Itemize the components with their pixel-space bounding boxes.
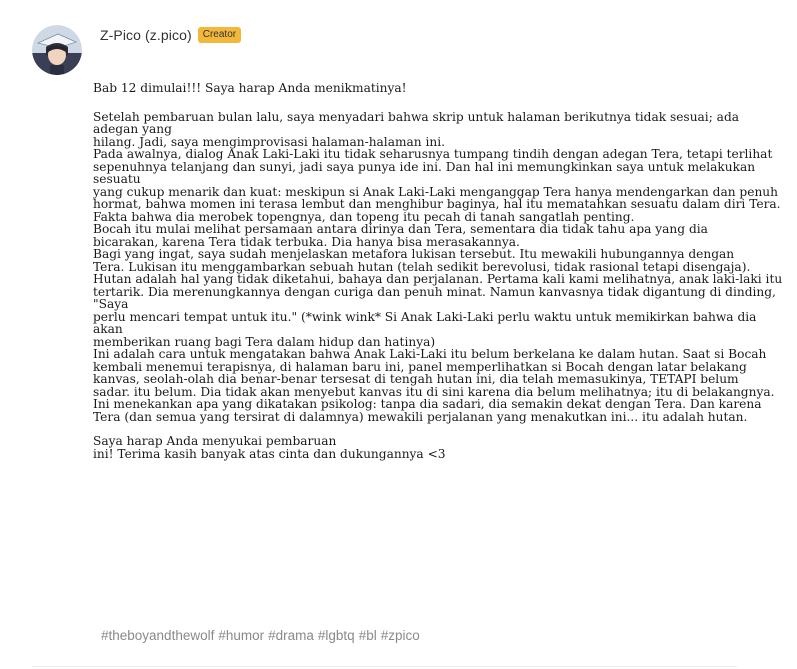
post-outro: Saya harap Anda menyukai pembaruan [93,434,337,448]
post-line: hormat, bahwa momen ini terasa lembut dan menghibur baginya, hal itu mematahkan sesuatu dalam diri Tera. [93,197,781,211]
author-row [100,25,241,45]
post-line: Hutan adalah hal yang tidak diketahui, bahaya dan perjalanan. Pertama kali kami melihatnya, anak laki-laki itu [93,272,783,286]
author-avatar[interactable] [32,25,82,75]
post-intro: Bab 12 dimulai!!! Saya harap Anda menikmatinya! [93,81,407,95]
tag-link[interactable]: #zpico [380,628,420,643]
tag-link[interactable]: #theboyandthewolf [101,628,215,643]
post-line: Tera. Lukisan itu menggambarkan sebuah hutan (telah sedikit berevolusi, tidak rasional tetapi disengaja). [93,259,751,274]
post-line: kanvas, seolah-olah dia benar-benar tersesat di tengah hutan ini, dia telah memasukinya, TETAPI belum [93,372,739,386]
post-line: Ini menekankan apa yang dikatakan psikolog: tanpa dia sadari, dia semakin dekat dengan Tera. Dan karena [93,397,762,411]
author-name[interactable]: Z-Pico (z.pico) [100,27,192,43]
post-line: Tera (dan semua yang tersirat di dalamnya) mewakili perjalanan yang menakutkan ini... itu adalah hutan. [93,409,748,424]
post-line: Setelah pembaruan bulan lalu, saya menyadari bahwa skrip untuk halaman berikutnya tidak sesuai; ada adegan yang [93,109,743,136]
post-body [93,82,783,460]
post-line: kembali menemui terapisnya, di halaman baru ini, panel memperlihatkan si Bocah dengan latar belakang [93,359,747,374]
creator-badge: Creator [198,27,241,43]
tag-link[interactable]: #drama [268,628,314,643]
post-line: Ini adalah cara untuk mengatakan bahwa Anak Laki-Laki itu belum berkelana ke dalam hutan. Saat si Bocah [93,347,767,361]
post-line: hilang. Jadi, saya mengimprovisasi halaman-halaman ini. [93,134,446,149]
post-line: memberikan ruang bagi Tera dalam hidup dan hatinya) [93,334,436,349]
post-line: bicarakan, karena Tera tidak terbuka. Dia hanya bisa merasakannya. [93,234,520,249]
post-outro: ini! Terima kasih banyak atas cinta dan dukungannya <3 [93,446,446,461]
tag-link[interactable]: #bl [358,628,377,643]
post-line: Bocah itu mulai melihat persamaan antara dirinya dan Tera, sementara dia tidak tahu apa yang dia [93,222,708,236]
post-line: Bagi yang ingat, saya sudah menjelaskan metafora lukisan tersebut. Itu mewakili hubungannya dengan [93,247,735,261]
post-line: sepenuhnya telanjang dan sunyi, jadi saya punya ide ini. Dan hal ini memungkinkan saya untuk melakukan sesuatu [93,159,760,186]
post-line: Pada awalnya, dialog Anak Laki-Laki itu tidak seharusnya tumpang tindih dengan adegan Tera, tetapi terlihat [93,147,773,161]
post-line: Fakta bahwa dia merobek topengnya, dan topeng itu pecah di tanah sangatlah penting. [93,209,635,224]
tag-link[interactable]: #lgbtq [317,628,355,643]
divider [32,666,737,667]
post-line: yang cukup menarik dan kuat: meskipun si Anak Laki-Laki menganggap Tera hanya mendengarkan dan penuh [93,184,778,199]
post-line: tertarik. Dia merenungkannya dengan curiga dan penuh minat. Namun kanvasnya tidak digantung di dinding, "Saya [93,284,780,311]
post-line: perlu mencari tempat untuk itu." (*wink wink* Si Anak Laki-Laki perlu waktu untuk memikirkan bahwa dia akan [93,309,761,336]
post-line: sadar. itu belum. Dia tidak akan menyebut kanvas itu di sini karena dia belum melihatnya; itu di belakangnya. [93,384,775,399]
tag-list [101,628,420,643]
tag-link[interactable]: #humor [218,628,265,643]
